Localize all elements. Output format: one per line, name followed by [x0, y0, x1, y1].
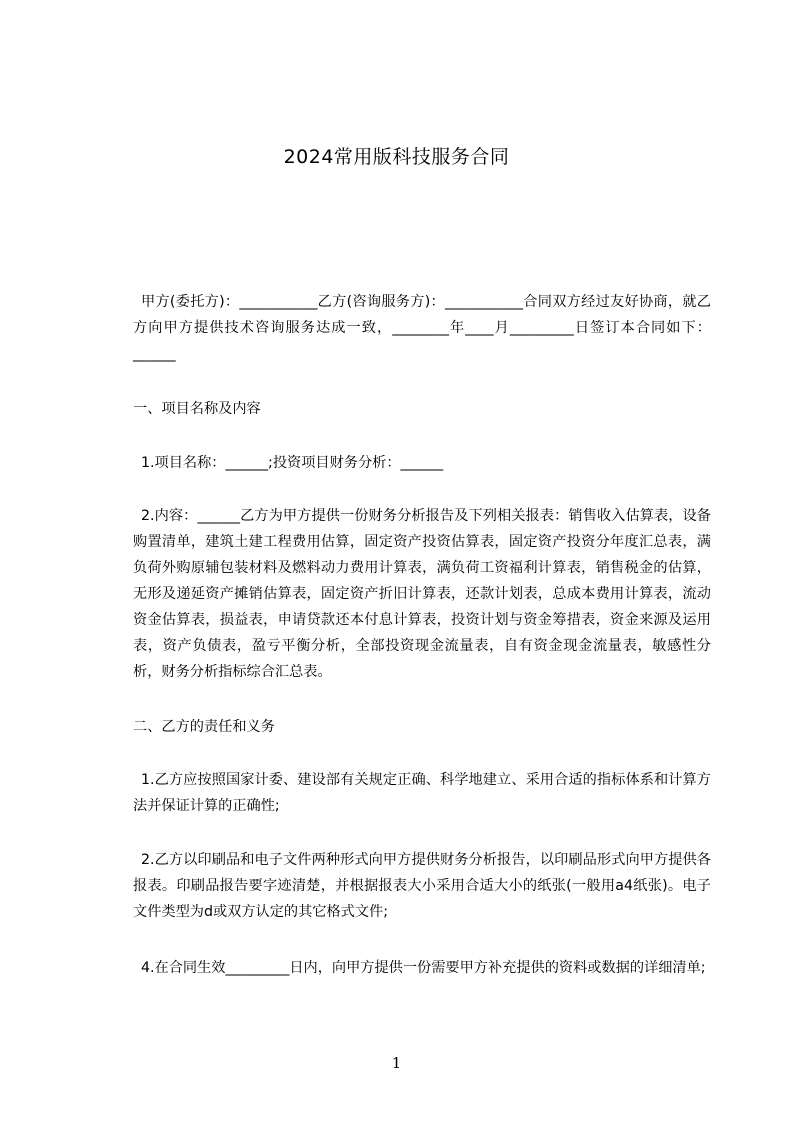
intro-paragraph: 甲方(委托方)：___________乙方(咨询服务方)：___________合同双方经过友好协商，就乙方向甲方提供技术咨询服务达成一致，________年____月_________日签订本合同如下：______: [133, 294, 711, 362]
document-title: 2024常用版科技服务合同: [283, 146, 510, 168]
section2-item2: 2.乙方以印刷品和电子文件两种形式向甲方提供财务分析报告，以印刷品形式向甲方提供各报表。印刷品报告要字迹清楚，并根据报表大小采用合适大小的纸张(一般用a4纸张)。电子文件类型为d或双方认定的其它格式文件;: [133, 852, 711, 920]
section2-item4: 4.在合同生效_________日内，向甲方提供一份需要甲方补充提供的资料或数据的详细清单;: [141, 960, 706, 976]
section2-item1: 1.乙方应按照国家计委、建设部有关规定正确、科学地建立、采用合适的指标体系和计算方法并保证计算的正确性;: [133, 772, 711, 814]
section1-heading: 一、项目名称及内容: [133, 401, 261, 417]
section1-item1: 1.项目名称：______;投资项目财务分析：______: [141, 455, 444, 471]
section1-item2: 2.内容：______乙方为甲方提供一份财务分析报告及下列相关报表：销售收入估算表，设备购置清单，建筑土建工程费用估算，固定资产投资估算表，固定资产投资分年度汇总表，满负荷外购原辅包装材料及燃料动力费用计算表，满负荷工资福利计算表，销售税金的估算，无形及递延资产摊销估算表，固定资产折旧计算表，还款计划表，总成本费用计算表，流动资金估算表，损益表，申请贷款还本付息计算表，投资计划与资金筹措表，资金来源及运用表，资产负债表，盈亏平衡分析，全部投资现金流量表，自有资金现金流量表，敏感性分析，财务分析指标综合汇总表。: [133, 508, 711, 680]
page-number: 1: [391, 1054, 402, 1072]
section2-heading: 二、乙方的责任和义务: [133, 719, 275, 735]
